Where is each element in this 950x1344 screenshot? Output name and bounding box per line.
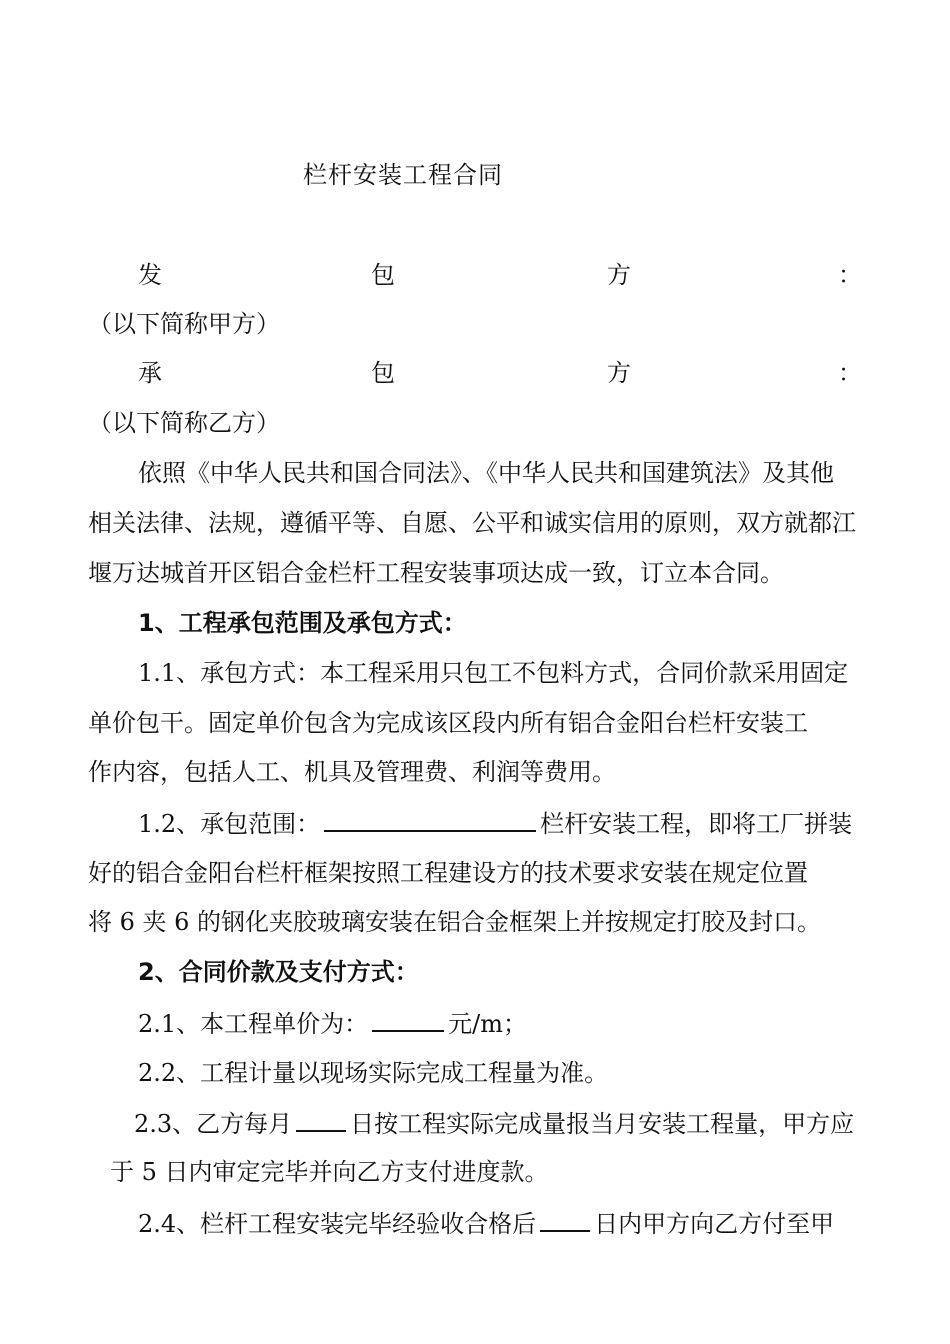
party-a-row xyxy=(138,258,862,292)
item-2-4-suffix: 日内甲方向乙方付至甲 xyxy=(594,1210,835,1238)
item-2-2-line: 2.2、工程计量以现场实际完成工程量为准。 xyxy=(138,1059,609,1087)
document-title: 栏杆安装工程合同 xyxy=(303,161,503,189)
acceptance-day-blank[interactable] xyxy=(540,1206,590,1232)
party-a-char-1: 发 xyxy=(138,261,162,289)
item-1-2-line-3: 将 6 夹 6 的钢化夹胶玻璃安装在铝合金框架上并按规定打胶及封口。 xyxy=(88,908,822,936)
party-b-note: （以下简称乙方） xyxy=(88,409,280,437)
party-a-char-3: 方 xyxy=(607,261,631,289)
section-1-heading: 1、工程承包范围及承包方式： xyxy=(138,609,467,637)
item-1-2-prefix: 1.2、承包范围： xyxy=(138,810,321,838)
item-1-1-line-3: 作内容，包括人工、机具及管理费、利润等费用。 xyxy=(88,758,616,786)
unit-price-blank[interactable] xyxy=(372,1006,444,1032)
item-1-1-line-2: 单价包干。固定单价包含为完成该区段内所有铝合金阳台栏杆安装工 xyxy=(88,709,808,737)
party-b-row xyxy=(138,356,862,390)
monthly-day-blank[interactable] xyxy=(296,1106,346,1132)
item-2-3-line-1 xyxy=(134,1106,910,1141)
party-a-note: （以下简称甲方） xyxy=(88,310,280,338)
item-2-1-prefix: 2.1、本工程单价为： xyxy=(138,1010,369,1038)
item-1-2-line-1 xyxy=(138,806,864,841)
party-b-char-2: 包 xyxy=(371,359,395,387)
item-2-3-line-2: 于 5 日内审定完毕并向乙方支付进度款。 xyxy=(110,1158,549,1186)
item-1-1-line-1: 1.1、承包方式：本工程采用只包工不包料方式，合同价款采用固定 xyxy=(138,659,849,687)
item-1-2-suffix: 栏杆安装工程，即将工厂拼装 xyxy=(540,810,853,838)
intro-line-1: 依照《中华人民共和国合同法》、《中华人民共和国建筑法》及其他 xyxy=(138,459,834,487)
item-2-4-line xyxy=(138,1206,864,1241)
scope-blank[interactable] xyxy=(324,806,536,832)
intro-line-2: 相关法律、法规，遵循平等、自愿、公平和诚实信用的原则，双方就都江 xyxy=(88,509,856,537)
item-2-3-prefix: 2.3、乙方每月 xyxy=(134,1110,293,1138)
item-2-1-suffix: 元/m； xyxy=(448,1010,528,1038)
intro-line-3: 堰万达城首开区铝合金栏杆工程安装事项达成一致，订立本合同。 xyxy=(88,559,784,587)
party-b-char-1: 承 xyxy=(138,359,162,387)
party-b-char-3: 方 xyxy=(607,359,631,387)
party-b-colon: ： xyxy=(838,359,862,387)
section-2-heading: 2、合同价款及支付方式： xyxy=(138,958,419,986)
item-2-4-prefix: 2.4、栏杆工程安装完毕经验收合格后 xyxy=(138,1210,537,1238)
item-2-3-suffix: 日按工程实际完成量报当月安装工程量，甲方应 xyxy=(350,1110,855,1138)
item-2-1-line xyxy=(138,1006,864,1041)
party-a-colon: ： xyxy=(838,261,862,289)
party-a-char-2: 包 xyxy=(371,261,395,289)
item-1-2-line-2: 好的铝合金阳台栏杆框架按照工程建设方的技术要求安装在规定位置 xyxy=(88,859,808,887)
